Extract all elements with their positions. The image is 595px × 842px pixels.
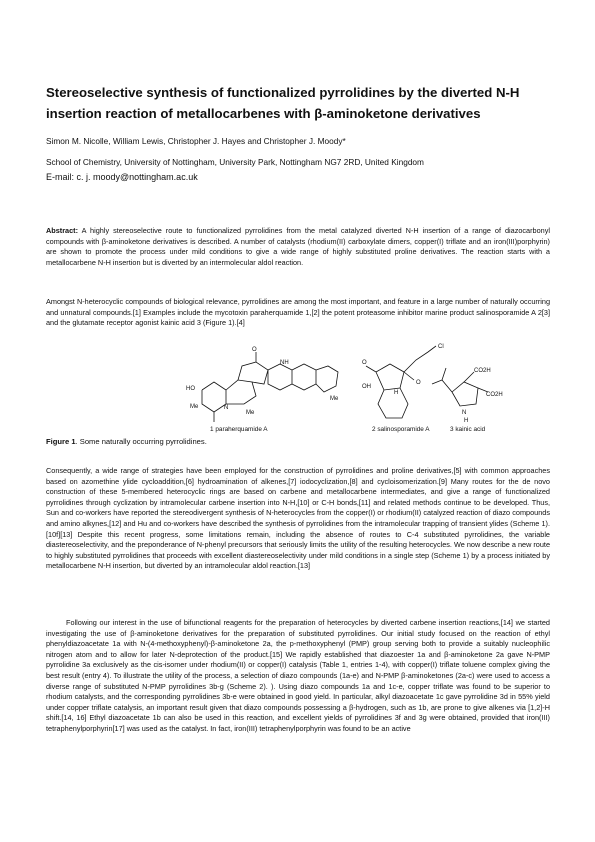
atom-co2h-2: CO2H bbox=[486, 392, 503, 398]
abstract-label: Abstract: bbox=[46, 226, 79, 235]
body-paragraph-2: Following our interest in the use of bifunctional reagents for the preparation of heterocycles by diverted carbene insertion reactions,[14] we started investigating the use of β-aminoketone derivatives for the preparation of substituted pyrrolidines. Our initial study focused on the reaction of ethyl phenyldiazoacetate 1a with N-(4-methoxyphenyl)-β-aminoketone 2a, the p-methoxyphenyl (PMP) group serving both to provide a suitably nucleophilic nitrogen atom and to allow for later N-deprotection of the product.[15] We rapidly established that diazoester 1a and β-aminoketone 2a gave N-PMP pyrrolidine 3a exclusively as the cis-isomer under rhodium(II) or copper(I) catalysis (Table 1, entries 1-4), with copper(I) triflate toluene complex giving the best result (entry 4). To illustrate the utility of the process, a selection of diazo compounds (1a-e) and N-PMP β-aminoketones (2a-c) were used to access a diverse range of substituted N-PMP pyrrolidines 3b-g (Scheme 2). ). Using diazo compounds 1a and 1c-e, copper triflate was found to be superior to rhodium catalysts, and the corresponding pyrrolidines 3b-e were obtained in good yield. In particular, alkyl diazoacetate 1c gave pyrrolidine 3d in 55% yield under copper triflate catalysis, an important result given that diazo compounds possessing a β-hydrogen, such as 1b, are prone to give alkenes via [1,2]-H shift.[14, 16] Ethyl diazoacetate 1b can also be used in this reaction, and excellent yields of pyrrolidines 3f and 3g were obtained, provided that iron(III) tetraphenylporphyrin[17] was used as the catalyst. In fact, iron(III) tetraphenylporphyrin was found to be an active bbox=[46, 618, 550, 733]
atom-o: O bbox=[252, 347, 257, 353]
atom-n: N bbox=[224, 405, 229, 411]
atom-o-2: O bbox=[362, 360, 367, 366]
atom-oh: OH bbox=[362, 384, 371, 390]
salinosporamide-structure bbox=[362, 344, 444, 433]
paraherquamide-structure bbox=[186, 347, 339, 433]
atom-o-3: O bbox=[416, 380, 421, 386]
figure-label-2: 2 salinosporamide A bbox=[372, 426, 430, 433]
caption-text: . Some naturally occurring pyrrolidines. bbox=[75, 437, 207, 446]
atom-co2h-1: CO2H bbox=[474, 368, 491, 374]
intro-paragraph: Amongst N-heterocyclic compounds of biological relevance, pyrrolidines are among the most important, and feature in a large number of naturally occurring and unnatural compounds.[1] Examples include the mycotoxin paraherquamide 1,[2] the potent proteasome inhibitor marine product salinosporamide A 2[3] and the glutamate receptor agonist kainic acid 3 (Figure 1).[4] bbox=[46, 297, 550, 328]
figure-label-3: 3 kainic acid bbox=[450, 426, 486, 433]
figure-caption bbox=[46, 437, 207, 446]
authors: Simon M. Nicolle, William Lewis, Christopher J. Hayes and Christopher J. Moody* bbox=[46, 136, 346, 146]
atom-cl: Cl bbox=[438, 344, 444, 350]
abstract bbox=[46, 226, 550, 268]
abstract-text: A highly stereoselective route to functionalized pyrrolidines from the metal catalyzed diverted N-H insertion of a range of diazocarbonyl compounds with β-aminoketone derivatives is described. A number of catalysts (rhodium(II) carboxylate dimers, copper(I) triflate and an iron(III)porphyrin) are shown to promote the process under mild conditions to give a wide range of highly substituted proline derivatives. The reaction starts with a metallocarbene N-H insertion but is diverted by an intermolecular aldol reaction. bbox=[46, 226, 550, 267]
paper-title: Stereoselective synthesis of functionalized pyrrolidines by the diverted N-H insertion reaction of metallocarbenes with β-aminoketone derivatives bbox=[46, 85, 520, 121]
atom-h: H bbox=[394, 390, 399, 396]
kainic-acid-structure bbox=[432, 368, 503, 433]
atom-me-3: Me bbox=[330, 396, 339, 402]
affiliation: School of Chemistry, University of Nottingham, University Park, Nottingham NG7 2RD, United Kingdom bbox=[46, 157, 424, 167]
atom-me: Me bbox=[190, 404, 199, 410]
figure-label-1: 1 paraherquamide A bbox=[210, 426, 268, 433]
caption-label: Figure 1 bbox=[46, 437, 76, 446]
atom-nh: NH bbox=[280, 360, 289, 366]
atom-me-2: Me bbox=[246, 410, 255, 416]
body-paragraph-1: Consequently, a wide range of strategies have been employed for the construction of pyrrolidines and proline derivatives,[5] with common approaches based on azomethine ylide cycloaddition,[6] hydroamination of alkenes,[7] iodocyclization,[8] and cycloisomerization.[9] Many routes for the de novo construction of these 5-membered heterocyclic rings are based on carbene and metallocarbene intermediates, and give a range of functionalized pyrrolidines through cyclization by intramolecular carbene insertion into N-H,[10] or C-H bonds,[11] and related methods continue to be developed. Thus, Sun and co-workers have reported the stereodivergent synthesis of N-heterocycles from the copper(I) or rhodium(II) catalyzed reaction of diazo compounds and amino alkynes,[12] and Hu and co-workers have described the synthesis of pyrrolidines from the intramolecular trapping of transient ylides (Scheme 1).[10f][13] Despite this recent progress, some limitations remain, including the absence of routes to C-4 substituted pyrrolidines, the variable diastereoselectivity, and the preponderance of N-phenyl precursors that seriously limits the utility of the resulting heterocycles. We now describe a new route to highly substituted pyrrolidines that proceeds with excellent diastereoselectivity under mild conditions in a single step (Scheme 1) by a process initiated by metallocarbene N-H insertion, but diverted by an intramolecular aldol reaction.[13] bbox=[46, 466, 550, 571]
figure-1-structures bbox=[180, 342, 520, 434]
atom-h-2: H bbox=[464, 418, 469, 424]
atom-n-2: N bbox=[462, 410, 467, 416]
atom-ho: HO bbox=[186, 386, 195, 392]
email: E-mail: c. j. moody@nottingham.ac.uk bbox=[46, 172, 198, 182]
